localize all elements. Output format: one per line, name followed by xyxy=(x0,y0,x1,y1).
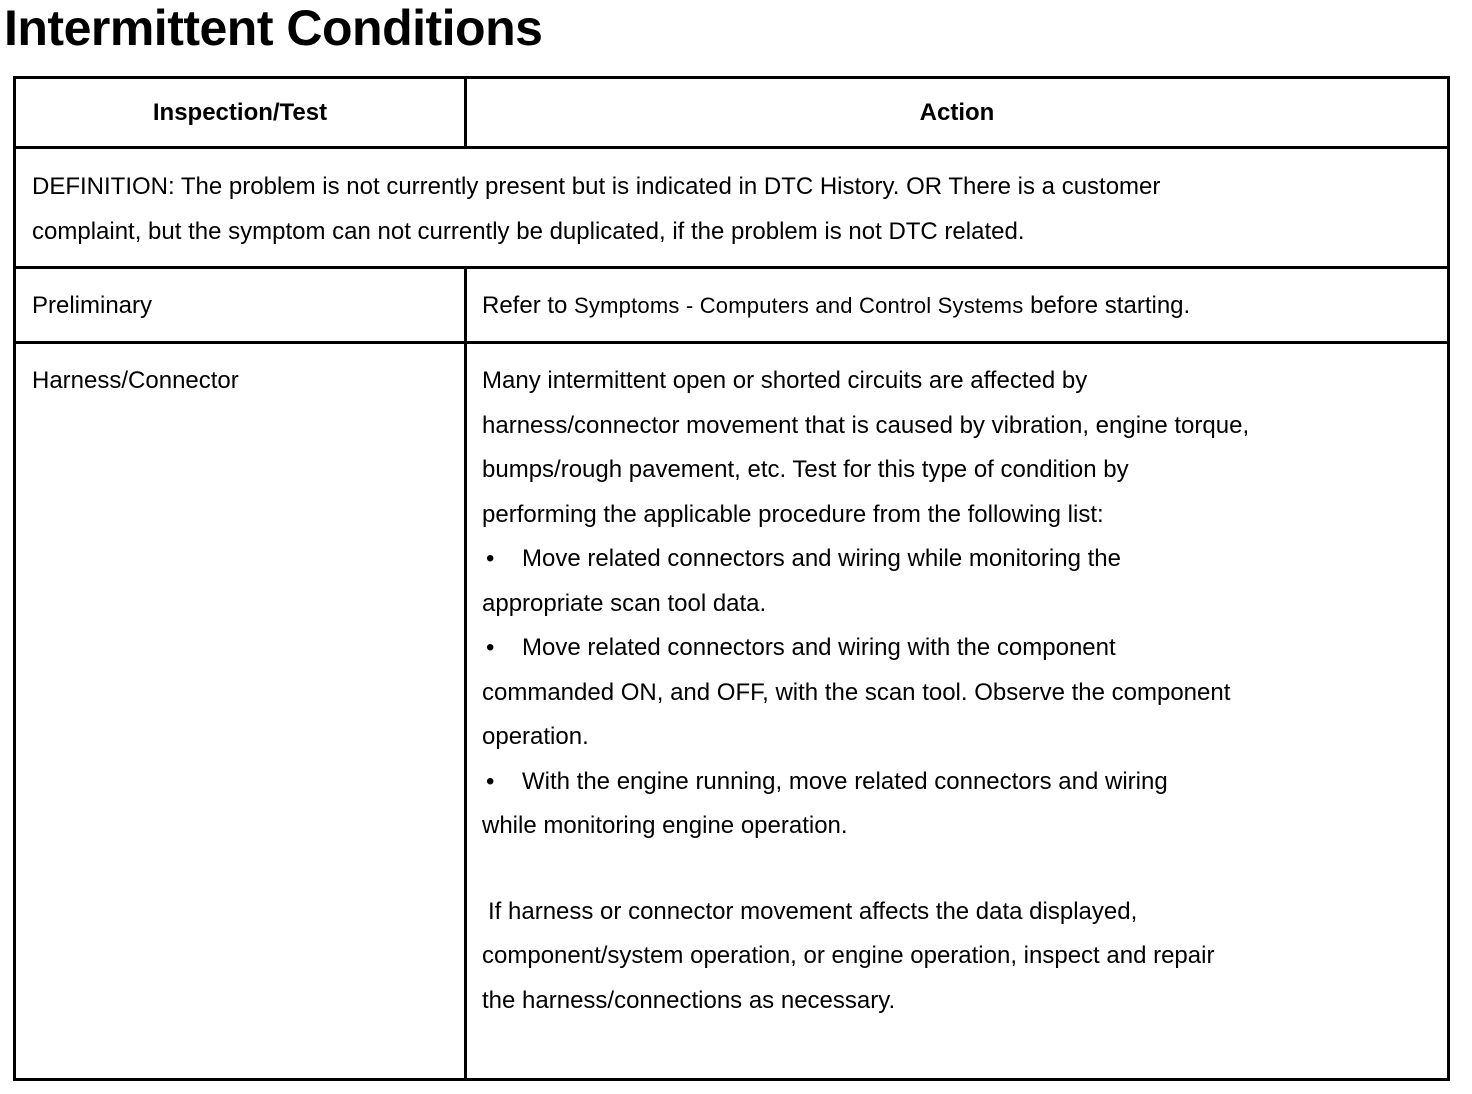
harness-connector-label: Harness/Connector xyxy=(32,367,239,394)
bullet-item xyxy=(482,760,1382,805)
harness-connector-row xyxy=(16,344,1447,1078)
intro-line: harness/connector movement that is caused by vibration, engine torque, xyxy=(482,411,1250,439)
preliminary-row xyxy=(16,269,1447,344)
intro-line: performing the applicable procedure from the following list: xyxy=(482,500,1104,528)
bullet-text: Move related connectors and wiring with the component xyxy=(522,634,1116,661)
bullet-text: With the engine running, move related connectors and wiring xyxy=(522,767,1168,795)
bullet-icon: • xyxy=(486,545,495,572)
intro-line: bumps/rough pavement, etc. Test for this type of condition by xyxy=(482,456,1129,483)
definition-row xyxy=(16,149,1447,269)
column-divider xyxy=(464,344,467,1078)
header-inspection-test: Inspection/Test xyxy=(152,99,328,126)
harness-connector-action xyxy=(482,359,1382,1023)
symptoms-reference: Symptoms - Computers and Control Systems xyxy=(574,293,1024,318)
conclusion-line: component/system operation, or engine operation, inspect and repair xyxy=(482,942,1215,969)
definition-text xyxy=(32,165,1387,254)
bullet-icon: • xyxy=(486,767,495,795)
bullet-continuation: appropriate scan tool data. xyxy=(482,589,767,617)
intro-line: Many intermittent open or shorted circuits are affected by xyxy=(482,367,1088,394)
paragraph-spacer xyxy=(482,849,1382,890)
bullet-continuation: commanded ON, and OFF, with the scan tool. Observe the component xyxy=(482,678,1231,706)
preliminary-action xyxy=(482,284,1190,329)
definition-line: complaint, but the symptom can not currently be duplicated, if the problem is not DTC related. xyxy=(32,217,1025,245)
bullet-item xyxy=(482,626,1382,671)
bullet-text: Move related connectors and wiring while monitoring the xyxy=(522,545,1121,572)
preliminary-action-suffix: before starting. xyxy=(1023,292,1191,319)
inspection-table xyxy=(13,76,1450,1081)
preliminary-label: Preliminary xyxy=(32,292,153,319)
preliminary-action-prefix: Refer to xyxy=(482,292,575,319)
table-header-row xyxy=(16,79,1447,149)
header-action: Action xyxy=(919,99,995,126)
bullet-item xyxy=(482,537,1382,582)
bullet-continuation: operation. xyxy=(482,723,589,750)
bullet-icon: • xyxy=(486,634,495,661)
page-title: Intermittent Conditions xyxy=(4,0,543,56)
conclusion-line: the harness/connections as necessary. xyxy=(482,986,896,1014)
bullet-continuation: while monitoring engine operation. xyxy=(482,812,848,839)
definition-line: DEFINITION: The problem is not currently present but is indicated in DTC History. OR There is a customer xyxy=(32,173,1161,200)
column-divider xyxy=(464,269,467,341)
conclusion-line: If harness or connector movement affects the data displayed, xyxy=(488,897,1138,925)
